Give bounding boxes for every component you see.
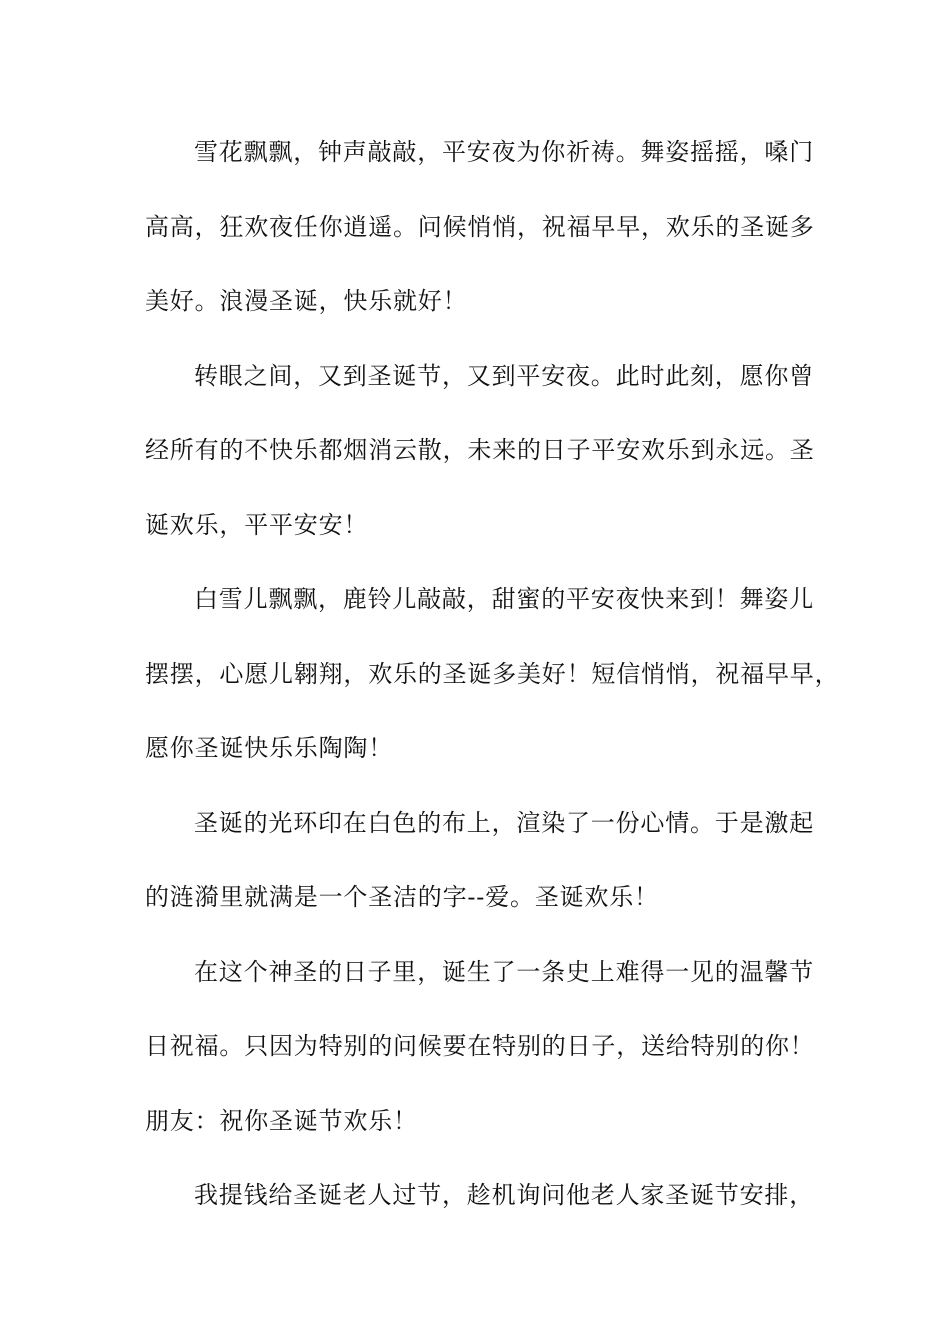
text-line: 经所有的不快乐都烟消云散，未来的日子平安欢乐到永远。圣 xyxy=(145,436,815,464)
paragraph-6 xyxy=(145,1171,815,1246)
text-line: 我提钱给圣诞老人过节，趁机询问他老人家圣诞节安排， xyxy=(194,1181,814,1209)
paragraph-5 xyxy=(145,948,815,1172)
text-line: 愿你圣诞快乐乐陶陶！ xyxy=(145,734,393,762)
text-line: 美好。浪漫圣诞，快乐就好！ xyxy=(145,287,468,315)
paragraph-3 xyxy=(145,575,840,799)
text-line: 白雪儿飘飘，鹿铃儿敲敲，甜蜜的平安夜快来到！舞姿儿 xyxy=(194,585,814,613)
paragraph-2 xyxy=(145,352,815,576)
text-line: 摆摆，心愿儿翱翔，欢乐的圣诞多美好！短信悄悄，祝福早早， xyxy=(145,659,840,688)
text-line: 诞欢乐，平平安安！ xyxy=(145,510,369,539)
text-line: 在这个神圣的日子里，诞生了一条史上难得一见的温馨节 xyxy=(194,957,814,986)
text-line: 的涟漪里就满是一个圣洁的字--爱。圣诞欢乐！ xyxy=(145,883,659,911)
text-line: 朋友：祝你圣诞节欢乐！ xyxy=(145,1106,418,1135)
text-line: 日祝福。只因为特别的问候要在特别的日子，送给特别的你！ xyxy=(145,1032,815,1060)
text-line: 高高，狂欢夜任你逍遥。问候悄悄，祝福早早，欢乐的圣诞多 xyxy=(145,212,815,241)
text-line: 转眼之间，又到圣诞节，又到平安夜。此时此刻，愿你曾 xyxy=(194,361,814,390)
text-line: 雪花飘飘，钟声敲敲，平安夜为你祈祷。舞姿摇摇，嗓门 xyxy=(194,138,814,166)
text-line: 圣诞的光环印在白色的布上，渲染了一份心情。于是激起 xyxy=(194,808,814,837)
document-body xyxy=(145,128,840,1246)
paragraph-1 xyxy=(145,128,815,352)
paragraph-4 xyxy=(145,799,815,948)
